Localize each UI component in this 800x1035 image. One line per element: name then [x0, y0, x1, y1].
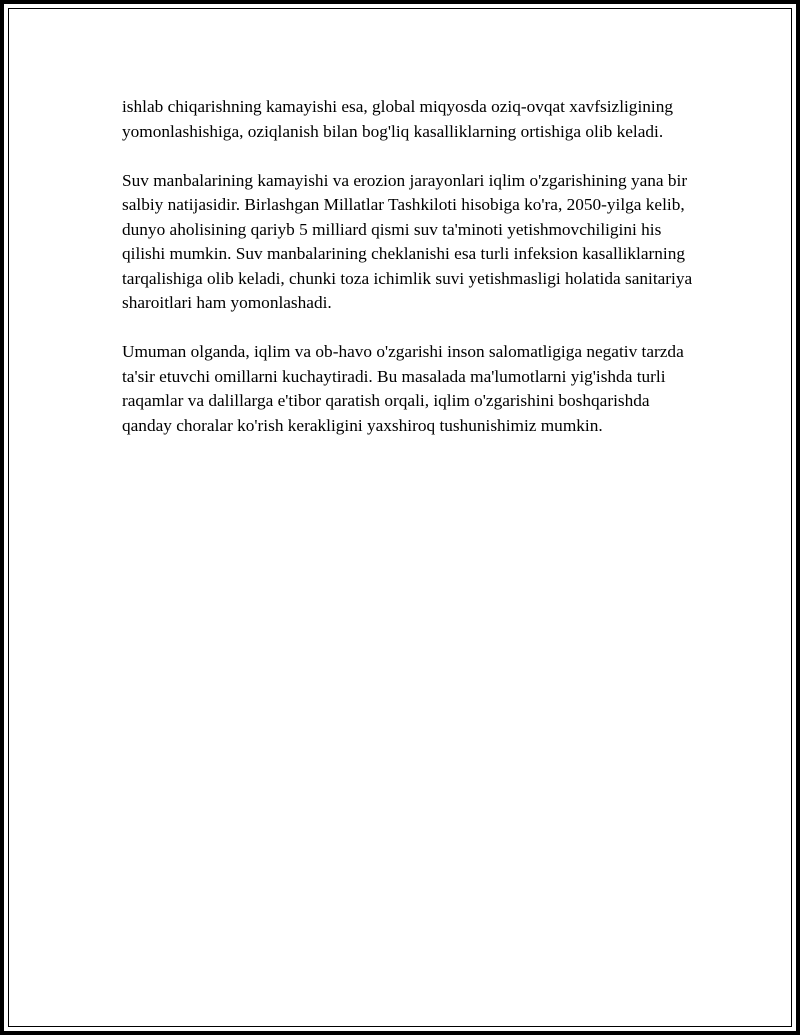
document-body — [122, 95, 697, 463]
paragraph-water-resources: Suv manbalarining kamayishi va erozion jarayonlari iqlim o'zgarishining yana bir salbiy natijasidir. Birlashgan Millatlar Tashkiloti hisobiga ko'ra, 2050-yilga kelib, dunyo aholisining qariyb 5 milliard qismi suv ta'minoti yetishmovchiligini his qilishi mumkin. Suv manbalarining cheklanishi esa turli infeksion kasalliklarning tarqalishiga olib keladi, chunki toza ichimlik suvi yetishmasligi holatida sanitariya sharoitlari ham yomonlashadi. — [122, 170, 693, 312]
paragraph-food-security: ishlab chiqarishning kamayishi esa, global miqyosda oziq-ovqat xavfsizligining yomonlashishiga, oziqlanish bilan bog'liq kasalliklarning ortishiga olib keladi. — [122, 97, 673, 141]
paragraph-conclusion: Umuman olganda, iqlim va ob-havo o'zgarishi inson salomatligiga negativ tarzda ta'sir etuvchi omillarni kuchaytiradi. Bu masalada ma'lumotlarni yig'ishda turli raqamlar va dalillarga e'tibor qaratish orqali, iqlim o'zgarishini boshqarishda qanday choralar ko'rish kerakligini yaxshiroq tushunishimiz mumkin. — [122, 342, 684, 435]
